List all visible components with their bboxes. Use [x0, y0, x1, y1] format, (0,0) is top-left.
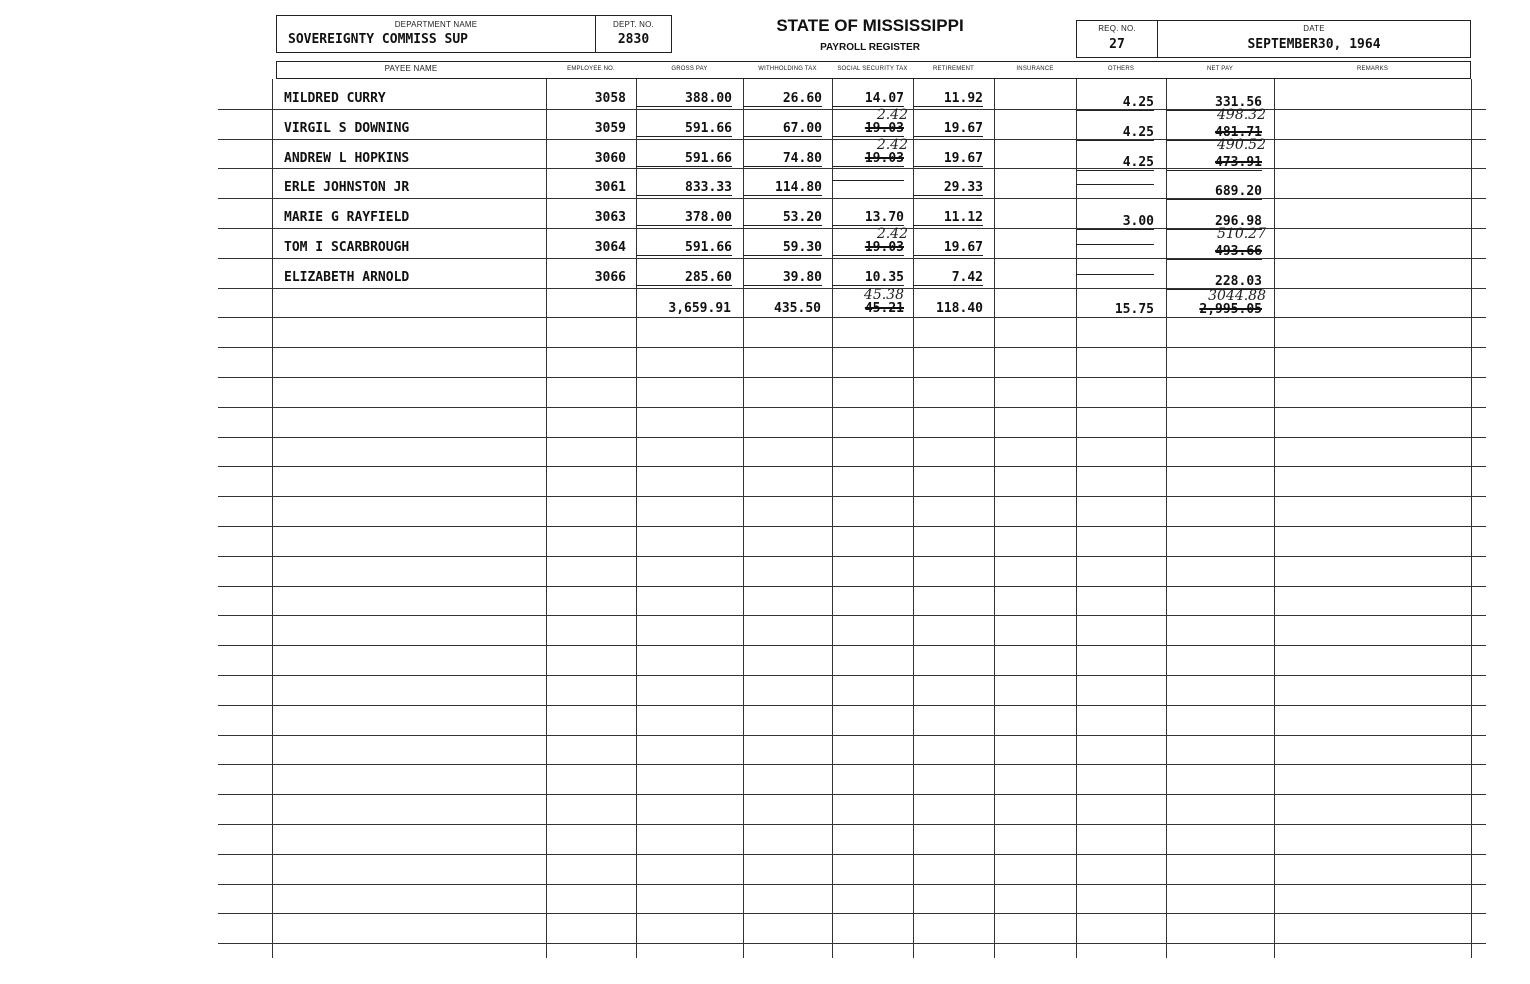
- cell-withholding: 26.60: [743, 91, 822, 107]
- cell-ss: 19.03: [832, 240, 904, 256]
- date-value: SEPTEMBER30, 1964: [1247, 37, 1381, 52]
- cell-ss: 19.03: [832, 151, 904, 167]
- grid-row-line: [218, 556, 1486, 557]
- cell-gross: 388.00: [636, 91, 732, 107]
- cell-retirement: 29.33: [913, 180, 983, 196]
- cell-others: [1076, 244, 1154, 245]
- cell-net-correction: 490.52: [1217, 136, 1266, 153]
- col-payee-name: PAYEE NAME: [384, 64, 438, 73]
- grid-row-line: [218, 884, 1486, 885]
- cell-withholding: 39.80: [743, 270, 822, 286]
- cell-ss-correction: 2.42: [876, 226, 908, 242]
- cell-retirement: 11.92: [913, 91, 983, 107]
- cell-net: 296.98: [1166, 214, 1262, 230]
- cell-net: 481.71: [1166, 125, 1262, 141]
- cell-emp-no: 3060: [594, 150, 626, 166]
- cell-gross: 833.33: [636, 180, 732, 196]
- cell-net: 228.03: [1166, 274, 1262, 290]
- grid-row-line: [218, 794, 1486, 795]
- cell-name: ANDREW L HOPKINS: [284, 150, 410, 166]
- grid-column-line: [1076, 79, 1077, 958]
- grid-row-line: [218, 705, 1486, 706]
- cell-emp-no: 3059: [594, 120, 626, 136]
- cell-withholding: 53.20: [743, 210, 822, 226]
- req-no-value: 27: [1109, 37, 1125, 52]
- grid-row-line: [218, 168, 1486, 169]
- grid-column-line: [272, 79, 273, 958]
- grid-row-line: [218, 258, 1486, 259]
- col-others: OTHERS: [1107, 66, 1135, 72]
- req-no-label: REQ. NO.: [1098, 24, 1136, 33]
- grid-column-line: [1166, 79, 1167, 958]
- total-net-correction: 3044.88: [1208, 288, 1266, 304]
- grid-row-line: [218, 735, 1486, 736]
- dept-no-value: 2830: [617, 32, 650, 47]
- grid-row-line: [218, 764, 1486, 765]
- cell-emp-no: 3063: [594, 210, 626, 226]
- cell-ss-correction: 2.42: [876, 136, 908, 153]
- grid-column-line: [1274, 79, 1275, 958]
- cell-ss: [832, 180, 904, 181]
- grid-row-line: [218, 854, 1486, 855]
- cell-ss: 10.35: [832, 270, 904, 286]
- cell-retirement: 19.67: [913, 121, 983, 137]
- grid-row-line: [218, 347, 1486, 348]
- total-ss-correction: 45.38: [863, 287, 904, 303]
- cell-name: MILDRED CURRY: [284, 91, 386, 106]
- total-withholding: 435.50: [774, 301, 821, 316]
- cell-withholding: 114.80: [743, 180, 822, 196]
- cell-gross: 591.66: [636, 240, 732, 256]
- cell-net-correction: 510.27: [1217, 226, 1266, 242]
- cell-ss-correction: 2.42: [876, 106, 908, 123]
- page-title: STATE OF MISSISSIPPI: [776, 16, 964, 35]
- grid-row-line: [218, 645, 1486, 646]
- cell-retirement: 11.12: [913, 210, 983, 226]
- cell-withholding: 67.00: [743, 121, 822, 137]
- col-insurance: INSURANCE: [1016, 66, 1054, 72]
- grid-row-line: [218, 198, 1486, 199]
- col-withholding-tax: WITHHOLDING TAX: [758, 66, 817, 72]
- cell-ss: 19.03: [832, 121, 904, 137]
- cell-others: [1076, 184, 1154, 185]
- grid-row-line: [218, 913, 1486, 914]
- col-social-security-tax: SOCIAL SECURITY TAX: [837, 66, 908, 72]
- dept-no-label: DEPT. NO.: [613, 20, 654, 29]
- grid-row-line: [218, 317, 1486, 318]
- cell-retirement: 7.42: [913, 270, 983, 286]
- cell-others: 4.25: [1076, 155, 1154, 171]
- cell-gross: 378.00: [636, 210, 732, 226]
- grid-row-line: [218, 615, 1486, 616]
- department-label: DEPARTMENT NAME: [394, 20, 478, 29]
- cell-net: 331.56: [1166, 95, 1262, 111]
- cell-net: 689.20: [1166, 184, 1262, 200]
- cell-ss: 13.70: [832, 210, 904, 226]
- cell-emp-no: 3066: [594, 269, 626, 285]
- cell-net: 473.91: [1166, 155, 1262, 171]
- cell-others: 4.25: [1076, 125, 1154, 141]
- total-ss: 45.21: [864, 301, 904, 316]
- grid-row-line: [218, 675, 1486, 676]
- total-retirement: 118.40: [936, 301, 983, 316]
- cell-emp-no: 3061: [594, 180, 626, 196]
- col-net-pay: NET PAY: [1206, 66, 1234, 72]
- col-remarks: REMARKS: [1356, 66, 1389, 72]
- total-gross: 3,659.91: [668, 301, 731, 316]
- cell-others: 4.25: [1076, 95, 1154, 111]
- cell-gross: 591.66: [636, 151, 732, 167]
- col-gross-pay: GROSS PAY: [671, 66, 708, 72]
- total-net: 2,995.05: [1199, 302, 1262, 317]
- cell-emp-no: 3058: [594, 91, 626, 106]
- col-retirement: RETIREMENT: [933, 66, 974, 72]
- col-employee-no: EMPLOYEE NO.: [567, 66, 615, 72]
- cell-withholding: 59.30: [743, 240, 822, 256]
- cell-others: [1076, 274, 1154, 275]
- cell-name: VIRGIL S DOWNING: [284, 120, 410, 136]
- grid-row-line: [218, 377, 1486, 378]
- grid-row-line: [218, 943, 1486, 944]
- cell-name: ERLE JOHNSTON JR: [284, 180, 410, 196]
- date-label: DATE: [1303, 24, 1325, 33]
- cell-gross: 285.60: [636, 270, 732, 286]
- grid-row-line: [218, 407, 1486, 408]
- cell-ss: 14.07: [832, 91, 904, 107]
- department-value: SOVEREIGNTY COMMISS SUP: [288, 32, 469, 47]
- grid-row-line: [218, 526, 1486, 527]
- grid-row-line: [218, 824, 1486, 825]
- grid-column-line: [994, 79, 995, 958]
- grid-column-line: [1471, 79, 1472, 958]
- cell-retirement: 19.67: [913, 240, 983, 256]
- grid-row-line: [218, 496, 1486, 497]
- cell-retirement: 19.67: [913, 151, 983, 167]
- cell-withholding: 74.80: [743, 151, 822, 167]
- grid-row-line: [218, 437, 1486, 438]
- grid-row-line: [218, 586, 1486, 587]
- cell-net: 493.66: [1166, 244, 1262, 260]
- cell-gross: 591.66: [636, 121, 732, 137]
- page-subtitle: PAYROLL REGISTER: [820, 42, 920, 53]
- cell-net-correction: 498.32: [1217, 106, 1266, 123]
- total-others: 15.75: [1114, 302, 1154, 317]
- cell-name: ELIZABETH ARNOLD: [284, 269, 410, 285]
- cell-emp-no: 3064: [594, 240, 626, 255]
- grid-row-line: [218, 466, 1486, 467]
- cell-name: TOM I SCARBROUGH: [284, 240, 410, 255]
- cell-name: MARIE G RAYFIELD: [284, 210, 410, 226]
- cell-others: 3.00: [1076, 214, 1154, 230]
